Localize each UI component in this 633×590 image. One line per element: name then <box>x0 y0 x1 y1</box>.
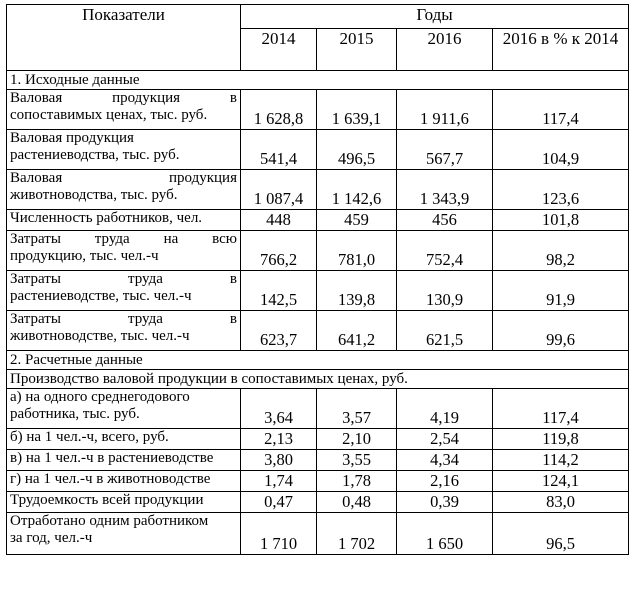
value-2015: 0,48 <box>317 492 397 513</box>
row-label-line-2: продукцию, тыс. чел.-ч <box>10 248 159 264</box>
value-percent: 117,4 <box>493 90 629 130</box>
value-2016: 4,34 <box>397 450 493 471</box>
value-2016: 2,16 <box>397 471 493 492</box>
value-2016: 1 911,6 <box>397 90 493 130</box>
value-percent: 124,1 <box>493 471 629 492</box>
header-years: Годы <box>241 5 629 29</box>
row-label: Численность работников, чел. <box>7 210 241 231</box>
row-label <box>7 231 241 271</box>
value-2015: 3,57 <box>317 389 397 429</box>
value-percent: 98,2 <box>493 231 629 271</box>
value-2015: 1 142,6 <box>317 170 397 210</box>
value-2014: 623,7 <box>241 311 317 351</box>
row-label-line-1: Валовая продукция <box>10 170 237 186</box>
row-label <box>7 513 241 555</box>
value-2016: 1 343,9 <box>397 170 493 210</box>
value-2015: 3,55 <box>317 450 397 471</box>
row-label-line-1: а) на одного среднегодового <box>10 389 190 405</box>
header-col-2016: 2016 <box>397 29 493 71</box>
row-label <box>7 130 241 170</box>
row-label <box>7 170 241 210</box>
value-2016: 2,54 <box>397 429 493 450</box>
value-2014: 3,64 <box>241 389 317 429</box>
value-2015: 641,2 <box>317 311 397 351</box>
row-label-line-2: работника, тыс. руб. <box>10 406 140 422</box>
header-row-1 <box>7 5 629 29</box>
row-label <box>7 311 241 351</box>
value-2015: 1 639,1 <box>317 90 397 130</box>
value-2014: 0,47 <box>241 492 317 513</box>
row-label-line-1: Валовая продукция в <box>10 90 237 106</box>
row-label: Трудоемкость всей продукции <box>7 492 241 513</box>
section-1-title: 1. Исходные данные <box>7 71 629 90</box>
table-row <box>7 231 629 271</box>
table-row <box>7 450 629 471</box>
value-2014: 1,74 <box>241 471 317 492</box>
value-percent: 104,9 <box>493 130 629 170</box>
section-2-title-row <box>7 351 629 370</box>
value-percent: 117,4 <box>493 389 629 429</box>
row-label-line-1: Затраты труда на всю <box>10 231 237 247</box>
value-percent: 96,5 <box>493 513 629 555</box>
table-row <box>7 389 629 429</box>
section-2-title: 2. Расчетные данные <box>7 351 629 370</box>
value-2014: 1 628,8 <box>241 90 317 130</box>
row-label: г) на 1 чел.-ч в животноводстве <box>7 471 241 492</box>
header-col-percent: 2016 в % к 2014 <box>493 29 629 71</box>
table-row <box>7 492 629 513</box>
value-percent: 101,8 <box>493 210 629 231</box>
value-2016: 4,19 <box>397 389 493 429</box>
row-label-line-2: сопоставимых ценах, тыс. руб. <box>10 107 208 123</box>
value-2016: 752,4 <box>397 231 493 271</box>
value-2014: 142,5 <box>241 271 317 311</box>
value-percent: 83,0 <box>493 492 629 513</box>
section-2-subtitle-row <box>7 370 629 389</box>
row-label-line-2: за год, чел.-ч <box>10 530 93 546</box>
table-row <box>7 210 629 231</box>
row-label-line-2: животноводстве, тыс. чел.-ч <box>10 328 190 344</box>
row-label <box>7 271 241 311</box>
value-2015: 459 <box>317 210 397 231</box>
indicators-table <box>6 4 629 555</box>
table-row <box>7 90 629 130</box>
value-2015: 1 702 <box>317 513 397 555</box>
value-percent: 114,2 <box>493 450 629 471</box>
row-label-line-2: растениеводстве, тыс. чел.-ч <box>10 288 192 304</box>
row-label: в) на 1 чел.-ч в растениеводстве <box>7 450 241 471</box>
value-percent: 123,6 <box>493 170 629 210</box>
table-row <box>7 271 629 311</box>
table-row <box>7 429 629 450</box>
section-2-subtitle: Производство валовой продукции в сопоставимых ценах, руб. <box>7 370 629 389</box>
table-row <box>7 130 629 170</box>
table-row <box>7 170 629 210</box>
table-row <box>7 471 629 492</box>
table-row <box>7 311 629 351</box>
row-label-line-1: Отработано одним работником <box>10 513 209 529</box>
value-2014: 766,2 <box>241 231 317 271</box>
value-2014: 1 710 <box>241 513 317 555</box>
value-2016: 1 650 <box>397 513 493 555</box>
header-col-2015: 2015 <box>317 29 397 71</box>
value-percent: 91,9 <box>493 271 629 311</box>
table-row <box>7 513 629 555</box>
value-2014: 2,13 <box>241 429 317 450</box>
value-2016: 567,7 <box>397 130 493 170</box>
value-2014: 1 087,4 <box>241 170 317 210</box>
value-percent: 99,6 <box>493 311 629 351</box>
row-label-line-2: животноводства, тыс. руб. <box>10 187 178 203</box>
value-percent: 119,8 <box>493 429 629 450</box>
value-2014: 541,4 <box>241 130 317 170</box>
value-2016: 130,9 <box>397 271 493 311</box>
value-2014: 3,80 <box>241 450 317 471</box>
value-2015: 139,8 <box>317 271 397 311</box>
row-label <box>7 389 241 429</box>
row-label-line-1: Затраты труда в <box>10 271 237 287</box>
value-2015: 1,78 <box>317 471 397 492</box>
value-2016: 621,5 <box>397 311 493 351</box>
header-col-2014: 2014 <box>241 29 317 71</box>
value-2016: 456 <box>397 210 493 231</box>
value-2015: 2,10 <box>317 429 397 450</box>
row-label-line-2: растениеводства, тыс. руб. <box>10 147 180 163</box>
value-2014: 448 <box>241 210 317 231</box>
section-1-title-row <box>7 71 629 90</box>
value-2015: 496,5 <box>317 130 397 170</box>
row-label-line-1: Валовая продукция <box>10 130 134 146</box>
row-label <box>7 90 241 130</box>
row-label-line-1: Затраты труда в <box>10 311 237 327</box>
row-label: б) на 1 чел.-ч, всего, руб. <box>7 429 241 450</box>
value-2015: 781,0 <box>317 231 397 271</box>
value-2016: 0,39 <box>397 492 493 513</box>
header-indicators: Показатели <box>7 5 241 71</box>
